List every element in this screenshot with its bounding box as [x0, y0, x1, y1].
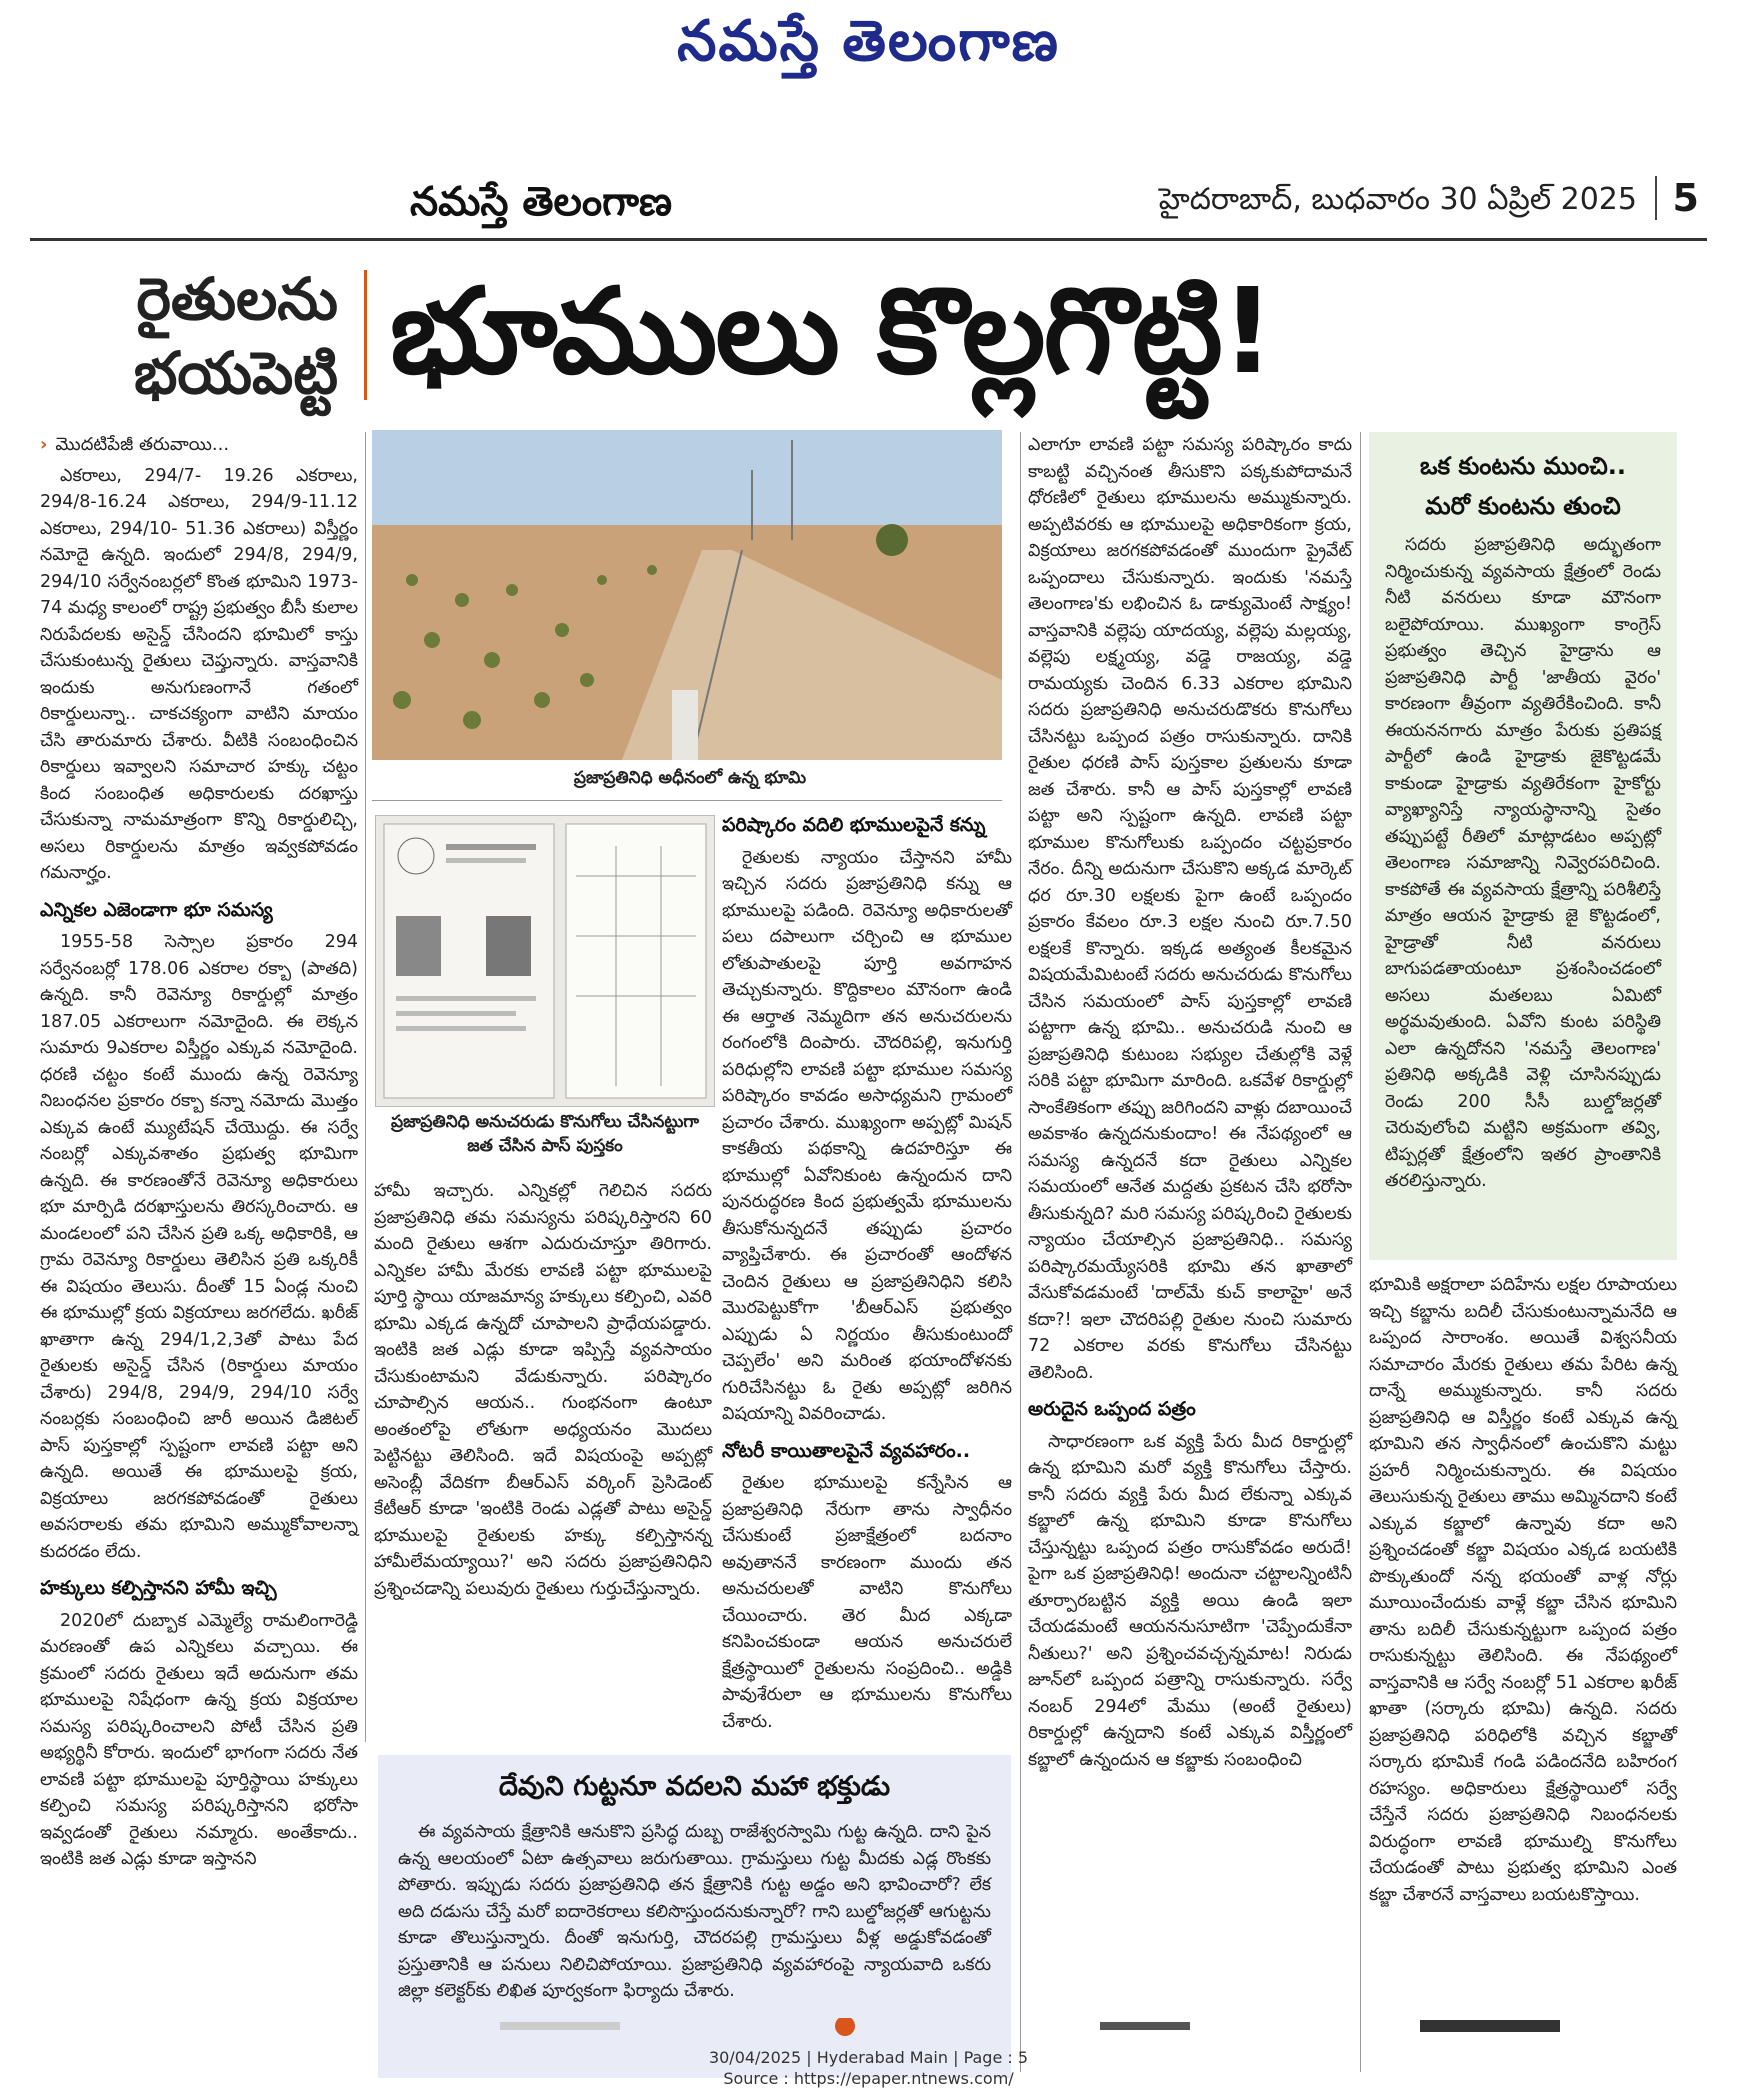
subhead: ఎన్నికల ఎజెండాగా భూ సమస్య	[40, 898, 273, 921]
column-rule	[1020, 432, 1021, 2072]
column-1	[40, 432, 358, 1879]
photo-caption: ప్రజాప్రతినిధి అధీనంలో ఉన్న భూమి	[573, 768, 807, 788]
chevron-right-icon: ›	[40, 434, 48, 455]
paragraph: రైతులకు న్యాయం చేస్తానని హామీ ఇచ్చిన సదరు ప్రజాప్రతినిధి కన్ను ఆ భూములపై పడింది. రెవెన్యూ అధికారులతో పలు దపాలుగా చర్చించి ఆ భూముల లోతుపాతులపై పూర్తి అవగాహన తెచ్చుకున్నారు. కొద్దికాలం మౌనంగా ఉండి ఈ ఆర్తాత నెమ్మదిగా తన అనుచరులను రంగంలోకి దింపారు. చౌదరిపల్లి, ఇనుగుర్తి పరిధుల్లోని లావణి పట్టా భూముల సమస్య పరిష్కారం కావడం అసాధ్యమని గ్రామంలో ప్రచారం చేశారు. ముఖ్యంగా అప్పట్లో మిషన్ కాకతీయ పథకాన్ని ఉదహరిస్తూ ఈ భూముల్లో ఏవోనికుంట ఉన్నందున దాని పునరుద్ధరణ కింద ప్రభుత్వమే భూములను తీసుకోనున్నదనే తప్పుడు ప్రచారం వ్యాప్తిచేశారు. ఈ ప్రచారంతో ఆందోళన చెందిన రైతులు ఆ ప్రజాప్రతినిధిని కలిసి మొరపెట్టుకోగా 'బీఆర్ఎస్ ప్రభుత్వం ఎప్పుడు ఏ నిర్ణయం తీసుకుంటుందో చెప్పలేం' అని మరింత భయాందోళనకు గురిచేసినట్టు ఓ రైతు అప్పట్లో జరిగిన విషయాన్ని వివరించాడు.	[722, 847, 1012, 1424]
divider	[372, 800, 1002, 801]
column-3	[722, 812, 1012, 1741]
land-photo-image	[372, 430, 1002, 760]
paragraph: హామీ ఇచ్చారు. ఎన్నికల్లో గెలిచిన సదరు ప్రజాప్రతినిధి తమ సమస్యను పరిష్కరిస్తారని 60 మంది రైతులు ఆశగా ఎదురుచూస్తూ తిరిగారు. ఎన్నికల హామీ మేరకు లావణి పట్టా భూములపై పూర్తి స్థాయి యాజమాన్య హక్కులు కల్పించి, ఎవరి భూమి ఎక్కడ ఉన్నదో చూపాలని ప్రాధేయపడ్డారు. ఇంటికి జత ఎడ్లు కూడా ఇప్పిస్తే వ్యవసాయం చేసుకుంటామని వేడుకున్నారు. పరిష్కారం చూపాల్సిన ఆయన.. గుంభనంగా ఉంటూ అంతంలోపై లోతుగా అధ్యయనం మొదలు పెట్టినట్టు తెలిసింది. ఇదే విషయంపై అప్పట్లో అసెంబ్లీ వేదికగా బీఆర్ఎస్ వర్కింగ్ ప్రెసిడెంట్ కేటీఆర్ కూడా 'ఇంటికి రెండు ఎడ్లతో పాటు అసైన్డ్ భూములపై రైతులకు హక్కు కల్పిస్తానన్న హామీలేమయ్యాయి?' అని సదరు ప్రజాప్రతినిధిని ప్రశ్నించడాన్ని పలువురు రైతులు గుర్తుచేస్తున్నారు.	[374, 1181, 712, 1599]
paragraph: 2020లో దుబ్బాక ఎమ్మెల్యే రామలింగారెడ్డి మరణంతో ఉప ఎన్నికలు వచ్చాయి. ఈ క్రమంలో సదరు రైతులు ఇదే అదునుగా తమ భూములపై నిషేధంగా ఉన్న క్రయ విక్రయాల సమస్య పరిష్కరించాలని పోటీ చేసిన ప్రతి అభ్యర్థినీ కోరారు. ఇందులో భాగంగా సదరు నేత లావణి పట్టా భూములపై పూర్తిస్థాయి హక్కులు కల్పించి సమస్య పరిష్కరిస్తానని భరోసా ఇవ్వడంతో రైతులు నమ్మారు. అంతేకాదు.. ఇంటికి జత ఎడ్లు కూడా ఇస్తానని	[40, 1610, 358, 1869]
column-5-bottom	[1369, 1272, 1677, 1914]
paragraph: సాధారణంగా ఒక వ్యక్తి పేరు మీద రికార్డుల్లో ఉన్న భూమిని మరో వ్యక్తి కొనుగోలు చేస్తారు. కానీ సదరు వ్యక్తి పేరు మీద లేకున్నా ఎక్కువ కబ్జాలో ఉన్న భూమిని కూడా కొనుగోలు చేస్తున్నట్టు ఒప్పంద పత్రం రాసుకోవడం అరుదే! పైగా ఒక ప్రజాప్రతినిధి! అందునా చట్టాలన్నింటినీ తూర్పారబట్టిన వ్యక్తి అయి ఉండి ఇలా చేయడమంటే ఆయననుసూటిగా 'చెప్పేందుకేనా నీతులు?' అని ప్రశ్నించవచ్చన్నమాట! నిరుడు జూన్‌లో ఒప్పంద పత్రాన్ని రాసుకున్నారు. సర్వే నంబర్ 294లో మేము (అంటే రైతులు) రికార్డుల్లో ఉన్నదాని కంటే ఎక్కువ విస్తీర్ణంలో కబ్జాలో ఉన్నందున ఆ కబ్జాకు సంబంధించి	[1028, 1431, 1352, 1770]
footer-source: Source : https://epaper.ntnews.com/	[723, 2069, 1014, 2088]
continued-text: మొదటిపేజీ తరువాయి...	[55, 434, 230, 455]
paragraph: ఈ వ్యవసాయ క్షేత్రానికి ఆనుకొని ప్రసిద్ధ దుబ్బ రాజేశ్వరస్వామి గుట్ట ఉన్నది. దాని పైన ఉన్న ఆలయంలో ఏటా ఉత్సవాలు జరుగుతాయి. గ్రామస్తులు గుట్ట మీదకు ఎడ్ల రొంకకు పోతారు. ఇప్పుడు సదరు ప్రజాప్రతినిధి తన క్షేత్రానికి గుట్ట అడ్డం అని భావించారో? లేక అది దడుసు చేస్తే మరో ఐదారెకరాలు కలిసొస్తుందనుకున్నారో? గాని బుల్డోజర్లతో ఆగుట్టను కూడా తొలుస్తున్నారు. దీంతో ఇనుగుర్తి, చౌదరపల్లి గ్రామస్తులు వీళ్ల అడ్డుకోవడంతో ప్రస్తుతానికి ఆ పనులు నిలిచిపోయాయి. ప్రజాప్రతినిధి వ్యవహారంపై న్యాయవాది ఒకరు జిల్లా కలెక్టర్‌కు లిఖిత పూర్వకంగా ఫిర్యాదు చేశారు.	[398, 1822, 991, 2001]
paper-name: నమస్తే తెలంగాణ	[410, 178, 673, 225]
passbook-image	[376, 816, 714, 1106]
kicker	[38, 262, 338, 410]
page-header	[30, 168, 1707, 241]
column-4	[1028, 432, 1352, 1779]
boxed-story-body	[398, 1819, 991, 2005]
subhead: అరుదైన ఒప్పంద పత్రం	[1028, 1398, 1196, 1420]
sidebar-box	[1369, 432, 1677, 1260]
passbook-caption: ప్రజాప్రతినిధి అనుచరుడు కొనుగోలు చేసినట్టుగా జత చేసిన పాస్ పుస్తకం	[390, 1112, 699, 1156]
column-2	[374, 1178, 712, 1608]
subhead: హక్కులు కల్పిస్తానని హామీ ఇచ్చి	[40, 1577, 277, 1599]
sidebar-title-1: ఒక కుంటను ముంచి..	[1420, 452, 1626, 480]
kicker-line-2: భయపెట్టి	[133, 339, 338, 407]
passbook-photo	[375, 815, 715, 1107]
headline: భూములు కొల్లగొట్టి!	[390, 262, 1273, 400]
land-photo	[372, 430, 1002, 760]
paragraph: రైతుల భూములపై కన్నేసిన ఆ ప్రజాప్రతినిధి నేరుగా తాను స్వాధీనం చేసుకుంటే ప్రజాక్షేత్రంలో బదనాం అవుతాననే కారణంగా ముందు తన అనుచరులతో వాటిని కొనుగోలు చేయించారు. తెర మీద ఎక్కడా కనిపించకుండా ఆయన అనుచరులే క్షేత్రస్థాయిలో రైతులను సంప్రదించి.. అడ్డికి పావుశేరులా ఆ భూములను కొనుగోలు చేశారు.	[722, 1473, 1012, 1732]
column-rule	[365, 432, 366, 1742]
footer-strip	[0, 2018, 1737, 2036]
footer-edition: 30/04/2025 | Hyderabad Main | Page : 5	[708, 2048, 1029, 2067]
paragraph: ఎలాగూ లావణి పట్టా సమస్య పరిష్కారం కాదు కాబట్టి వచ్చినంత తీసుకొని పక్కకుపోదామనే ధోరణిలో రైతులు భూములను అమ్ముకున్నారు. అప్పటివరకు ఆ భూములపై అధికారికంగా క్రయ, విక్రయాలు జరగకపోవడంతో ముందుగా ప్రైవేట్ ఒప్పందాలు చేసుకున్నారు. ఇందుకు 'నమస్తే తెలంగాణ'కు లభించిన ఓ డాక్యుమెంటే సాక్ష్యం! వాస్తవానికి వల్లెపు యాదయ్య, వల్లెపు మల్లయ్య, వల్లెపు లక్ష్మయ్య, వడ్డె రాజయ్య, వడ్డె రామయ్యకు చెందిన 6.33 ఎకరాల భూమిని సదరు ప్రజాప్రతినిధి అనుచరుడొకరు కొనుగోలు చేసినట్టు ఒప్పంద పత్రం రాసుకున్నారు. దానికి రైతుల ధరణి పాస్ పుస్తకాల ప్రతులను కూడా జత చేశారు. కానీ ఆ పాస్ పుస్తకాల్లో లావణి పట్టా అని స్పష్టంగా ఉన్నది. లావణి పట్టా భూముల కొనుగోలుకు ఒప్పందం చట్టప్రకారం నేరం. దీన్ని అదునుగా చేసుకొని అక్కడ మార్కెట్ ధర రూ.30 లక్షలకు పైగా ఉంటే ఒప్పందం ప్రకారం కేవలం రూ.3 లక్షల నుంచి రూ.7.50 లక్షలకే కొన్నారు. ఇక్కడ అత్యంత కీలకమైన విషయమేమిటంటే సదరు అనుచరుడు కొనుగోలు చేసిన సమయంలో పాస్ పుస్తకాల్లో లావణి పట్టాగా ఉన్న భూమి.. అనుచరుడి నుంచి ఆ ప్రజాప్రతినిధి కుటుంబ సభ్యుల చేతుల్లోకి వెళ్లే సరికి పట్టా భూమిగా మారింది. ఒకవేళ రికార్డుల్లో సాంకేతికంగా తప్పు జరిగిందని వాళ్లు దబాయించే అవకాశం ఉన్నదనుకుందాం! ఈ నేపథ్యంలో ఆ సమస్య ఉన్నదనే కదా రైతులు ఎన్నికల సమయంలో ఆనేత మద్దతు ప్రకటన చేసి భరోసా తీసుకున్నది? మరి సమస్య పరిష్కరించి రైతులకు న్యాయం చేయాల్సిన ప్రజాప్రతినిధి.. సమస్య పరిష్కారమయ్యేసరికి భూమి తన ఖాతాలో వేసుకోవడమంటే 'దాల్‌మే కుచ్ కాలాహై' అనే కదా?! ఇలా చౌదరిపల్లి రైతుల నుంచి సుమారు 72 ఎకరాల వరకు కొనుగోలు చేసినట్టు తెలిసింది.	[1028, 435, 1352, 1383]
subhead: నోటరీ కాయితాలపైనే వ్యవహారం..	[722, 1439, 971, 1462]
paragraph: 1955-58 సెస్సాల ప్రకారం 294 సర్వేనంబర్లో 178.06 ఎకరాల రక్బా (పాతది) ఉన్నది. కానీ రెవెన్యూ రికార్డుల్లో మాత్రం 187.05 ఎకరాలుగా నమోదైంది. ఈ లెక్కన సుమారు 9ఎకరాల విస్తీర్ణం ఎక్కువ నమోదైంది. ధరణి చట్టం కంటే ముందు ఉన్న రెవెన్యూ నిబంధనల ప్రకారం రక్బా కన్నా నమోదు మొత్తం ఎక్కువ ఉంటే మ్యుటేషన్ చేయొద్దు. ఈ సర్వే నంబర్లో ఎక్కువశాతం ప్రభుత్వ భూమిగా ఉన్నది. ఈ కారణంతోనే రెవెన్యూ అధికారులు భూ మార్పిడి దరఖాస్తులను తిరస్కరించారు. ఆ మండలంలో పని చేసిన ప్రతి ఒక్క అధికారికి, ఆ గ్రామ రెవెన్యూ రికార్డులు తెలిసిన ప్రతి ఒక్కరికీ ఈ విషయం తెలుసు. దీంతో 15 ఏండ్ల నుంచి ఈ భూముల్లో క్రయ విక్రయాలు జరగలేదు. ఖరీజ్ ఖాతాగా ఉన్న 294/1,2,3తో పాటు పేద రైతులకు అసైన్డ్ చేసిన (రికార్డులు మాయం చేశారు) 294/8, 294/9, 294/10 సర్వే నంబర్లకు సంబంధించి జారీ అయిన డిజిటల్ పాస్ పుస్తకాల్లో స్పష్టంగా లావణి పట్టా అని ఉన్నది. అయితే ఈ భూములపై క్రయ, విక్రయాలు జరగకపోవడంతో రైతులు అవసరాలకు తమ భూమిని అమ్ముకోవాలన్నా కుదరడం లేదు.	[40, 932, 358, 1562]
kicker-line-1: రైతులను	[136, 265, 338, 333]
kicker-divider	[348, 270, 367, 400]
paragraph: సదరు ప్రజాప్రతినిధి అద్భుతంగా నిర్మించుకున్న వ్యవసాయ క్షేత్రంలో రెండు నీటి వనరులు కూడా మౌనంగా బలైపోయాయి. ముఖ్యంగా కాంగ్రెస్ ప్రభుత్వం తెచ్చిన హైడ్రాను ఆ ప్రజాప్రతినిధి పార్టీ 'జాతీయ వైరం' కారణంగా తీవ్రంగా వ్యతిరేకించింది. కానీ ఈయననగారు మాత్రం పేరుకు ప్రతిపక్ష పార్టీలో ఉండి హైడ్రాకు జైకొట్టడమే కాకుండా హైడ్రాకు వ్యతిరేకంగా హైకోర్టు వ్యాఖ్యానిస్తే న్యాయస్థానాన్ని సైతం తప్పుపట్టే రీతిలో మాట్లాడటం అప్పట్లో తెలంగాణ సమాజాన్ని నివ్వెరపరిచింది. కాకపోతే ఈ వ్యవసాయ క్షేత్రాన్ని పరిశీలిస్తే మాత్రం ఆయన హైడ్రాకు జై కొట్టడంలో, హైడ్రాతో నీటి వనరులు బాగుపడతాయంటూ ప్రశంసించడంలో అసలు మతలబు ఏమిటో అర్థమవుతుంది. ఏవోని కుంట పరిస్థితి ఎలా ఉన్నదోనని 'నమస్తే తెలంగాణ' ప్రతినిధి అక్కడికి వెళ్లి చూసినప్పుడు రెండు 200 సీసీ బుల్డోజర్లతో చెరువులోంచి మట్టిని అక్రమంగా తవ్వి, టిప్పర్లతో క్షేత్రంలోని ఇతర ప్రాంతానికి తరలిస్తున్నారు.	[1385, 535, 1661, 1191]
dateline: హైదరాబాద్, బుధవారం 30 ఏప్రిల్ 2025	[1158, 182, 1637, 217]
page-number: 5	[1655, 176, 1699, 220]
sidebar-title-2: మరో కుంటను తుంచి	[1425, 492, 1621, 520]
sidebar-body	[1385, 532, 1661, 1195]
paragraph: భూమికి అక్షరాలా పదిహేను లక్షల రూపాయలు ఇచ్చి కబ్జాను బదిలీ చేసుకుంటున్నామనేది ఆ ఒప్పంద సారాంశం. అయితే విశ్వసనీయ సమాచారం మేరకు రైతులు తమ పేరిట ఉన్న దాన్నే అమ్ముకున్నారు. కానీ సదరు ప్రజాప్రతినిధి ఆ విస్తీర్ణం కంటే ఎక్కువ ఉన్న భూమిని తన స్వాధీనంలో ఉంచుకొని మట్టు ప్రహరీ నిర్మించుకున్నారు. ఈ విషయం తెలుసుకున్న రైతులు తాము అమ్మినదాని కంటే ఎక్కువ కబ్జాలో ఉన్నావు కదా అని ప్రశ్నించడంతో కబ్జా విషయం ఎక్కడ బయటికి పొక్కుతుందో నన్న భయంతో వాళ్ల నోర్లు మూయించేందుకు వాళ్లే కబ్జా చేసిన భూమిని తాను బదిలీ చేసుకున్నట్టుగా ఒప్పంద పత్రం రాసుకున్నట్టు తెలిసింది. ఈ నేపథ్యంలో వాస్తవానికి ఆ సర్వే నంబర్లో 51 ఎకరాల ఖరీజ్ ఖాతా (సర్కారు భూమి) ఉన్నది. సదరు ప్రజాప్రతినిధి పరిధిలోకి వచ్చిన కబ్జాతో సర్కారు భూమికే గండి పడిందనేది బహిరంగ రహస్యం. అధికారులు క్షేత్రస్థాయిలో సర్వే చేస్తేనే సదరు ప్రజాప్రతినిధి నిబంధనలకు విరుద్ధంగా లావణి భూముల్ని కొనుగోలు చేయడంతో పాటు ప్రభుత్వ భూమిని ఎంత కబ్జా చేశారనే వాస్తవాలు బయటకొస్తాయి.	[1369, 1275, 1677, 1905]
boxed-story-title: దేవుని గుట్టనూ వదలని మహా భక్తుడు	[498, 1771, 891, 1802]
paragraph: ఎకరాలు, 294/7- 19.26 ఎకరాలు, 294/8-16.24 ఎకరాలు, 294/9-11.12 ఎకరాలు, 294/10- 51.36 ఎకరాలు) విస్తీర్ణం నమోదై ఉన్నది. ఇందులో 294/8, 294/9, 294/10 సర్వేనంబర్లలో కొంత భూమిని 1973-74 మధ్య కాలంలో రాష్ట్ర ప్రభుత్వం బీసీ కులాల నిరుపేదలకు అసైన్డ్ చేసిందని భూమిలో కాస్తు చేసుకుంటున్న రైతులు చెప్తున్నారు. వాస్తవానికి ఇందుకు అనుగుణంగానే గతంలో రికార్డులున్నా.. చాకచక్యంగా వాటిని మాయం చేసి తారుమారు చేశారు. వీటికి సంబంధించిన రికార్డులు ఇవ్వాలని సమాచార హక్కు చట్టం కింద సంబంధిత అధికారులకు దరఖాస్తు చేసుకున్నా నామమాత్రంగా కొన్ని రికార్డులిచ్చి, అసలు రికార్డులను మాత్రం ఇవ్వకపోవడం గమనార్హం.	[40, 465, 358, 883]
subhead: పరిష్కారం వదిలి భూములపైనే కన్ను	[722, 814, 986, 836]
masthead-logo: నమస్తే తెలంగాణ	[677, 8, 1060, 74]
cropped-next-page-strip	[0, 2018, 1737, 2036]
continued-note	[40, 432, 358, 459]
column-rule	[1360, 432, 1361, 2072]
